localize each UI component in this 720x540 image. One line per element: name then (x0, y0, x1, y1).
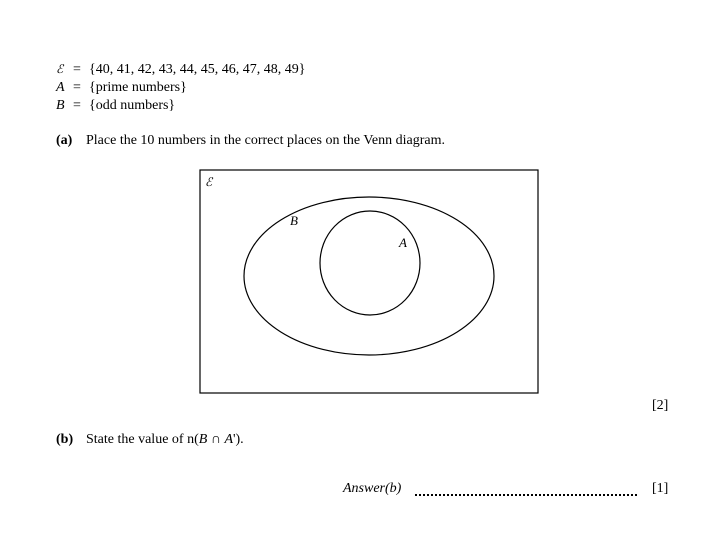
answer-b-line[interactable] (415, 494, 637, 496)
part-b-text-end: '). (233, 432, 244, 447)
part-b-label: (b) (56, 432, 74, 447)
set-a-label: A (399, 235, 407, 250)
set-b-label: B (290, 213, 298, 228)
part-a-label: (a) (56, 133, 73, 148)
set-a-symbol: A (56, 79, 65, 95)
equals-sign: = (73, 62, 81, 77)
question-part-b (56, 432, 244, 448)
answer-b-label: Answer(b) (343, 481, 402, 496)
universal-set-symbol: ℰ (56, 62, 64, 76)
universal-set-label: ℰ (205, 175, 213, 189)
part-b-set-a: A (224, 432, 233, 447)
part-b-set-b: B (198, 432, 208, 447)
set-b-symbol: B (56, 98, 65, 113)
set-a-description: {prime numbers} (89, 79, 187, 95)
set-b-ellipse (244, 197, 494, 355)
universal-set-members: {40, 41, 42, 43, 44, 45, 46, 47, 48, 49} (89, 62, 306, 77)
set-a-circle (320, 211, 420, 315)
equals-sign: = (73, 98, 81, 113)
universal-set-rectangle (200, 170, 538, 393)
part-b-marks: [1] (652, 481, 669, 496)
part-b-text: State the value of n( (86, 432, 199, 447)
part-a-marks: [2] (652, 398, 669, 413)
equals-sign: = (73, 79, 81, 95)
intersection-symbol: ∩ (207, 432, 225, 447)
part-a-text: Place the 10 numbers in the correct places on the Venn diagram. (86, 133, 445, 148)
set-b-description: {odd numbers} (89, 98, 176, 113)
